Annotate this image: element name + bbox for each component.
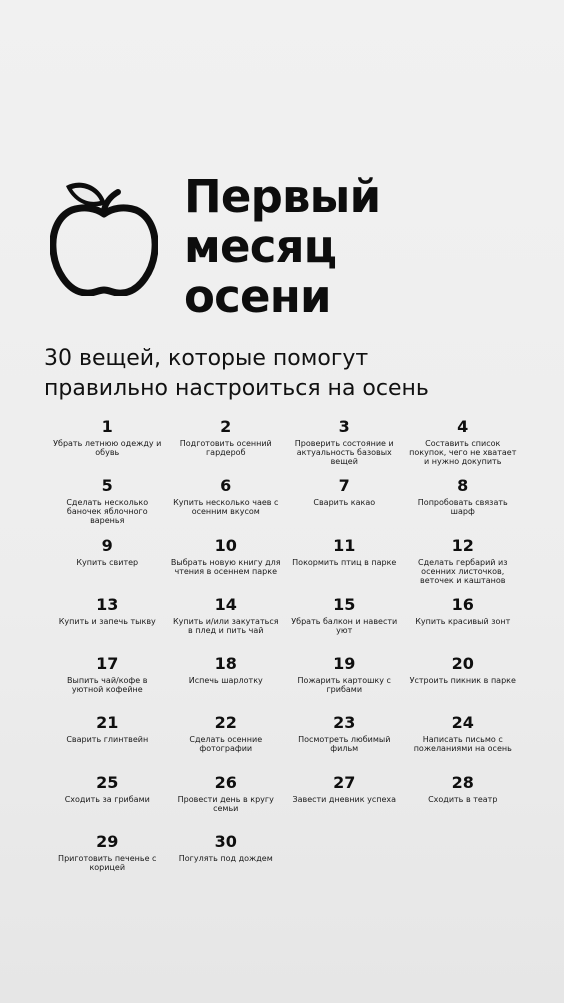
item-text: Погулять под дождем [178,854,273,864]
item-number: 5 [101,476,113,496]
item-text: Убрать балкон и навести уют [291,616,398,635]
list-item [285,595,404,654]
item-number: 3 [338,417,350,436]
item-number: 8 [457,476,469,496]
list-item [285,417,404,476]
item-text: Посмотреть любимый фильм [298,735,391,754]
item-text: Купить несколько чаев с осенним вкусом [173,498,279,517]
item-text: Проверить состояние и актуальность базовых вещей [294,439,394,466]
item-text: Сделать гербарий из осенних листочков, веточек и каштанов [418,557,508,585]
item-number: 28 [451,772,474,792]
list-item [167,536,286,595]
item-number: 1 [101,417,113,436]
item-text: Сварить глинтвейн [66,735,149,745]
list-item [404,476,523,535]
item-number: 26 [214,772,237,792]
list-item [48,417,167,476]
item-number: 20 [451,654,474,674]
list-item [167,476,286,535]
item-number: 19 [333,654,356,674]
item-number: 10 [214,535,237,555]
item-text: Сделать осенние фотографии [189,735,263,754]
list-item [285,476,404,535]
page-title [184,172,380,322]
item-number: 4 [457,417,469,436]
list-item [48,595,167,654]
list-item [167,713,286,772]
item-number: 24 [451,713,474,733]
item-number: 22 [214,713,237,733]
item-number: 23 [333,713,356,733]
list-item [404,773,523,832]
list-item [48,832,167,891]
list-item [48,654,167,713]
item-text: Составить список покупок, чего не хватает и нужно докупить [409,439,517,466]
list-item [48,713,167,772]
item-text: Убрать летнюю одежду и обувь [53,439,162,457]
item-text: Приготовить печенье с корицей [58,854,157,873]
list-item [404,713,523,772]
list-item [167,654,286,713]
list-item [167,832,286,891]
item-number: 11 [333,535,356,555]
item-text: Выпить чай/кофе в уютной кофейне [67,676,148,695]
item-number: 14 [214,594,237,614]
item-number: 6 [220,476,232,496]
list-item [404,595,523,654]
item-number: 21 [96,713,119,733]
item-text: Завести дневник успеха [292,794,397,804]
list-item [404,654,523,713]
item-text: Сходить в театр [428,794,498,804]
list-item [285,713,404,772]
list-item [404,536,523,595]
list-item [285,773,404,832]
item-text: Сделать несколько баночек яблочного варенья [66,498,149,526]
list-item [48,476,167,535]
item-number: 30 [214,832,237,852]
item-text: Сварить какао [313,498,376,508]
item-number: 12 [451,535,474,555]
list-item [167,595,286,654]
subtitle-line: 30 вещей, которые помогут [44,346,369,371]
item-number: 16 [451,594,474,614]
item-number: 13 [96,594,119,614]
list-item [167,773,286,832]
item-text: Купить и запечь тыкву [58,616,156,626]
list-item [285,536,404,595]
item-text: Купить свитер [76,557,139,567]
item-text: Испечь шарлотку [188,676,263,686]
item-text: Выбрать новую книгу для чтения в осеннем парке [170,557,281,576]
item-text: Покормить птиц в парке [292,557,397,567]
item-text: Попробовать связать шарф [417,498,508,517]
item-number: 7 [338,476,350,496]
header [48,172,528,322]
title-line: осени [184,270,331,323]
subtitle [44,344,544,404]
subtitle-line: правильно настроиться на осень [44,376,429,401]
title-line: Первый [184,170,381,223]
item-text: Сходить за грибами [64,794,150,804]
item-text: Пожарить картошку с грибами [297,676,391,695]
item-number: 29 [96,832,119,852]
item-text: Провести день в кругу семьи [177,794,274,813]
item-number: 25 [96,772,119,792]
list-item [48,773,167,832]
item-number: 17 [96,654,119,674]
list-item [48,536,167,595]
title-line: месяц [184,220,337,273]
list-item [167,417,286,476]
item-number: 9 [101,535,113,555]
item-number: 15 [333,594,356,614]
item-text: Написать письмо с пожеланиями на осень [413,735,512,754]
item-text: Устроить пикник в парке [409,676,516,686]
item-text: Подготовить осенний гардероб [179,439,272,457]
item-number: 2 [220,417,232,436]
apple-icon [50,180,158,296]
list-item [404,417,523,476]
items-grid [48,417,522,891]
item-text: Купить красивый зонт [415,616,511,626]
item-number: 27 [333,772,356,792]
item-text: Купить и/или закутаться в плед и пить чай [172,616,279,635]
item-number: 18 [214,654,237,674]
list-item [285,654,404,713]
